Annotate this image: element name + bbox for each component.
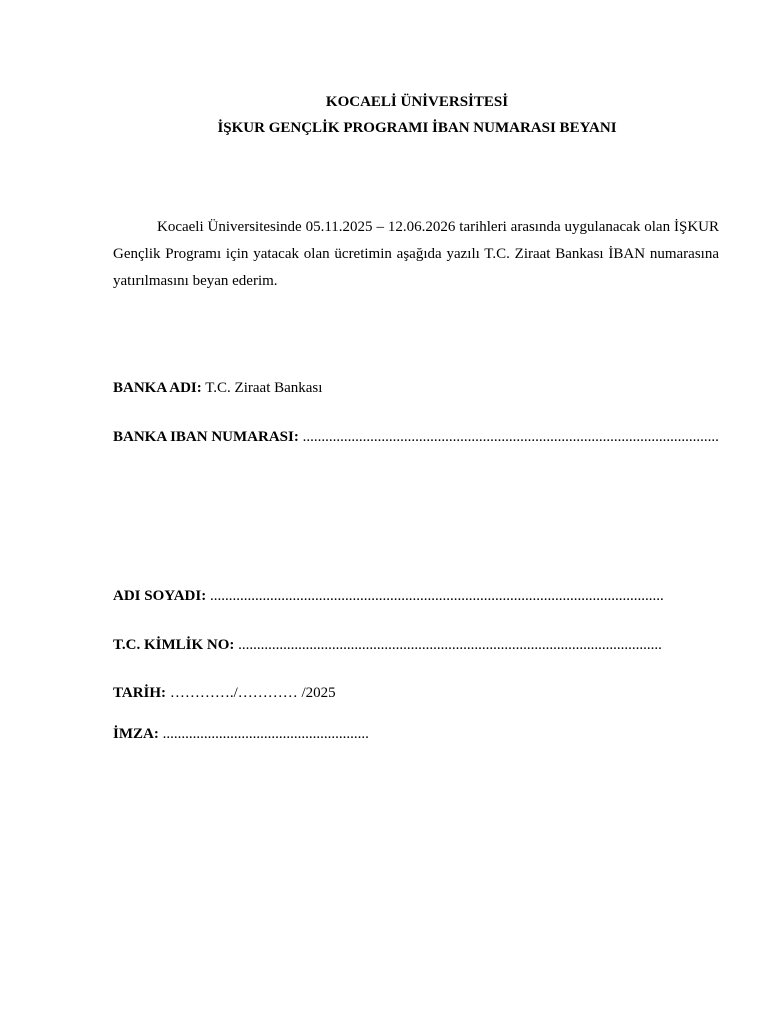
date-label: TARİH: xyxy=(113,685,167,701)
full-name-field xyxy=(113,587,664,605)
signature-blank: ....................................................... xyxy=(162,726,369,742)
signature-label: İMZA: xyxy=(113,726,159,742)
full-name-blank: ......................................................................................................................... xyxy=(209,588,664,604)
signature-field xyxy=(113,725,369,743)
iban-label: BANKA IBAN NUMARASI: xyxy=(113,429,299,445)
iban-blank: ............................................................................................................... xyxy=(302,429,719,445)
tc-id-label: T.C. KİMLİK NO: xyxy=(113,637,235,653)
document-title-line2: İŞKUR GENÇLİK PROGRAMI İBAN NUMARASI BEYANI xyxy=(217,120,617,136)
declaration-paragraph: Kocaeli Üniversitesinde 05.11.2025 – 12.06.2026 tarihleri arasında uygulanacak olan İŞKUR Gençlik Programı için yatacak olan ücretimin aşağıda yazılı T.C. Ziraat Bankası İBAN numarasına yatırılmasını beyan ederim. xyxy=(113,219,719,289)
bank-name-field xyxy=(113,379,322,397)
bank-name-value: T.C. Ziraat Bankası xyxy=(205,380,323,396)
full-name-label: ADI SOYADI: xyxy=(113,588,207,604)
iban-field xyxy=(113,428,719,446)
tc-id-blank: ................................................................................................................. xyxy=(238,637,662,653)
date-blank: …………./………… /2025 xyxy=(169,685,336,701)
bank-name-label: BANKA ADI: xyxy=(113,380,202,396)
document-title-line1: KOCAELİ ÜNİVERSİTESİ xyxy=(325,94,509,110)
date-field xyxy=(113,684,336,702)
tc-id-field xyxy=(113,636,662,654)
